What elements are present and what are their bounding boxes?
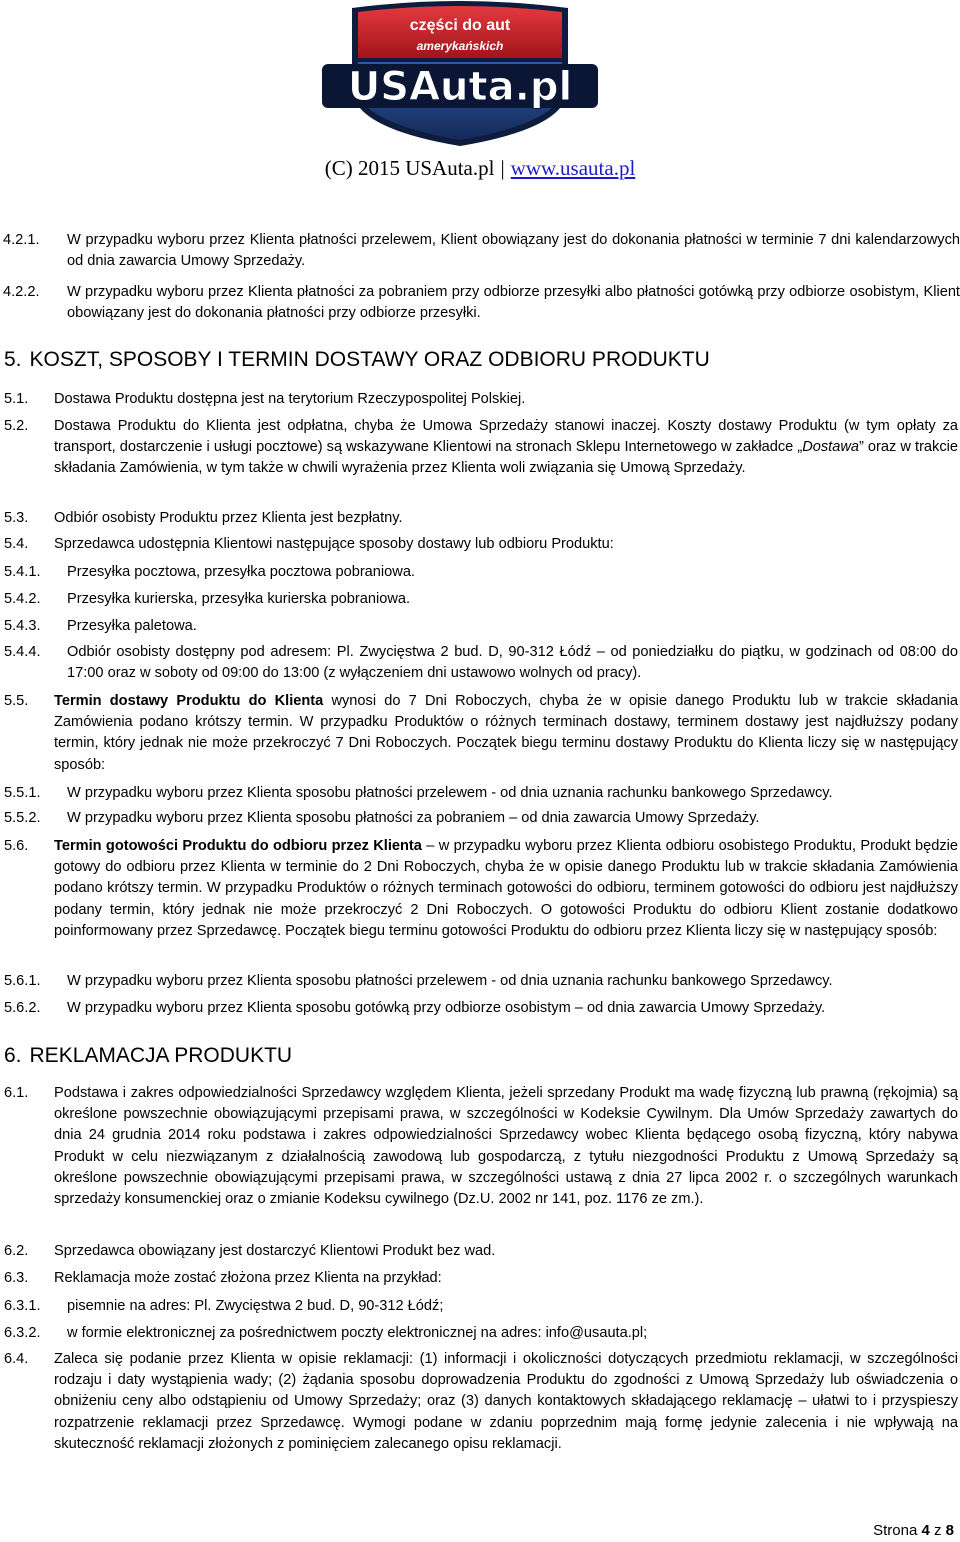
clause-number: 6.3.1.	[4, 1298, 41, 1314]
logo-top-text: części do aut	[409, 17, 511, 34]
clause-text: Sprzedawca udostępnia Klientowi następujące sposoby dostawy lub odbioru Produktu:	[54, 536, 614, 552]
clause-number: 5.5.1.	[4, 785, 41, 801]
clause-text: W przypadku wyboru przez Klienta sposobu płatności przelewem - od dnia uznania rachunku bankowego Sprzedawcy.	[67, 785, 833, 801]
clause-text: W przypadku wyboru przez Klienta sposobu płatności przelewem - od dnia uznania rachunku bankowego Sprzedawcy.	[67, 973, 833, 989]
clause-text: Zaleca się podanie przez Klienta w opisie reklamacji: (1) informacji i okoliczności dotyczących przedmiotu reklamacji, w szczególności rodzaju i daty wystąpienia wady; (2) żądania sposobu doprowadzenia Produktu do zgodności z Umową Sprzedaży lub oświadczenia o obniżeniu ceny albo odstąpieniu od Umowy Sprzedaży; oraz (3) danych kontaktowych składającego reklamację – ułatwi to i przyspieszy rozpatrzenie reklamacji przez Sprzedawcę. Wymogi podane w zdaniu poprzednim mają formę jedynie zalecenia i nie wpływają na skuteczność reklamacji złożonych z pominięciem zalecanego opisu reklamacji.	[54, 1351, 958, 1452]
clause-text: Odbiór osobisty Produktu przez Klienta jest bezpłatny.	[54, 510, 403, 526]
clause-heading: Termin gotowości Produktu do odbioru przez Klienta	[54, 838, 422, 854]
section-title: KOSZT, SPOSOBY I TERMIN DOSTAWY ORAZ ODBIORU PRODUKTU	[29, 348, 710, 371]
clause-number: 5.3.	[4, 510, 29, 526]
copyright-line	[0, 155, 960, 181]
clause-text: W przypadku wyboru przez Klienta sposobu płatności za pobraniem – od dnia zawarcia Umowy Sprzedaży.	[67, 810, 760, 826]
clause-text: Dostawa Produktu dostępna jest na terytorium Rzeczypospolitej Polskiej.	[54, 391, 526, 407]
clause-number: 5.6.2.	[4, 1000, 41, 1016]
clause-number: 4.2.2.	[3, 284, 40, 300]
clause-text: W przypadku wyboru przez Klienta płatności przelewem, Klient obowiązany jest do dokonania płatności w terminie 7 dni kalendarzowych od dnia zawarcia Umowy Sprzedaży.	[67, 232, 960, 270]
clause-number: 6.3.2.	[4, 1325, 41, 1341]
clause-text: Przesyłka paletowa.	[67, 618, 197, 634]
clause-text: w formie elektronicznej za pośrednictwem poczty elektronicznej na adres: info@usauta.pl;	[67, 1325, 648, 1341]
clause-number: 6.3.	[4, 1270, 29, 1286]
clause-number: 4.2.1.	[3, 232, 40, 248]
section-number: 6.	[4, 1044, 22, 1067]
page-number	[873, 1521, 954, 1541]
section-5-heading	[4, 347, 710, 373]
copyright-separator: |	[500, 156, 505, 180]
clause-number: 5.5.	[4, 693, 29, 709]
clause-heading: Termin dostawy Produktu do Klienta	[54, 693, 324, 709]
clause-text: pisemnie na adres: Pl. Zwycięstwa 2 bud. D, 90-312 Łódź;	[67, 1298, 444, 1314]
usauta-logo	[322, 0, 598, 150]
logo-middle-text: amerykańskich	[416, 39, 504, 53]
clause-text: Termin dostawy Produktu do Klienta wynosi do 7 Dni Roboczych, chyba że w opisie danego Produktu lub w trakcie składania Zamówienia podano krótszy termin. W przypadku Produktów o różnych terminach dostawy, terminem dostawy jest najdłuższy podany termin, który jednak nie może przekroczyć 7 Dni Roboczych. Początek biegu terminu dostawy Produktu do Klienta liczy się w następujący sposób:	[54, 693, 959, 773]
clause-number: 5.4.3.	[4, 618, 41, 634]
clause-number: 6.2.	[4, 1243, 29, 1259]
page-of: z	[933, 1522, 942, 1539]
clause-number: 5.4.1.	[4, 564, 41, 580]
clause-text: Przesyłka kurierska, przesyłka kurierska pobraniowa.	[67, 591, 411, 607]
section-number: 5.	[4, 348, 22, 371]
clause-number: 5.4.	[4, 536, 29, 552]
clause-number: 5.2.	[4, 418, 29, 434]
page-label: Strona	[873, 1522, 918, 1539]
clause-number: 5.4.4.	[4, 644, 41, 660]
clause-text: Sprzedawca obowiązany jest dostarczyć Klientowi Produkt bez wad.	[54, 1243, 496, 1259]
clause-text: Przesyłka pocztowa, przesyłka pocztowa pobraniowa.	[67, 564, 415, 580]
clause-text: Dostawa Produktu do Klienta jest odpłatna, chyba że Umowa Sprzedaży stanowi inaczej. Koszty dostawy Produktu (w tym opłaty za transport, dostarczenie i usługi pocztowe) są wskazywane Klientowi na stronach Sklepu Internetowego w zakładce „Dostawa” oraz w trakcie składania Zamówienia, w tym także w chwili wyrażenia przez Klienta woli związania się Umową Sprzedaży.	[54, 418, 958, 477]
document-header	[0, 0, 960, 195]
clause-text: Podstawa i zakres odpowiedzialności Sprzedawcy względem Klienta, jeżeli sprzedany Produkt ma wadę fizyczną lub prawną (rękojmia) są określone powszechnie obowiązującymi przepisami prawa, w szczególności w Kodeksie Cywilnym. Dla Umów Sprzedaży zawartych do dnia 24 grudnia 2014 roku podstawa i zakres odpowiedzialności Sprzedawcy wobec Klienta będącego osobą fizyczną, który nabywa Produkt w celu niezwiązanym z działalnością zawodową lub gospodarczą, z tytułu niezgodności Produktu z Umową Sprzedaży są określone powszechnie obowiązującymi przepisami prawa, w szczególności ustawą z dnia 27 lipca 2002 r. o szczególnych warunkach sprzedaży konsumenckiej oraz o zmianie Kodeksu cywilnego (Dz.U. 2002 nr 141, poz. 1176 ze zm.).	[54, 1085, 958, 1208]
clause-number: 6.1.	[4, 1085, 29, 1101]
section-title: REKLAMACJA PRODUKTU	[29, 1044, 293, 1067]
copyright-text: (C) 2015 USAuta.pl	[324, 156, 495, 180]
clause-text: W przypadku wyboru przez Klienta sposobu gotówką przy odbiorze osobistym – od dnia zawarcia Umowy Sprzedaży.	[67, 1000, 826, 1016]
total-pages: 8	[945, 1522, 954, 1539]
clause-number: 5.5.2.	[4, 810, 41, 826]
website-link[interactable]: www.usauta.pl	[510, 156, 636, 180]
clause-text: Odbiór osobisty dostępny pod adresem: Pl. Zwycięstwa 2 bud. D, 90-312 Łódź – od poniedziałku do piątku, w godzinach od 08:00 do 17:00 oraz w soboty od 09:00 do 13:00 (z wyłączeniem dni ustawowo wolnych od pracy).	[67, 644, 958, 682]
current-page: 4	[921, 1522, 930, 1539]
clause-number: 5.6.	[4, 838, 29, 854]
clause-number: 5.4.2.	[4, 591, 41, 607]
delivery-tab-name: Dostawa	[802, 439, 859, 456]
clause-text: Termin gotowości Produktu do odbioru przez Klienta – w przypadku wyboru przez Klienta odbioru osobistego Produktu, Produkt będzie gotowy do odbioru przez Klienta w terminie do 2 Dni Roboczych, chyba że w opisie danego Produktu lub w trakcie składania Zamówienia podano krótszy termin. W przypadku Produktów o różnych terminach gotowości do odbioru, terminem gotowości do odbioru jest najdłuższy podany termin, który jednak nie może przekroczyć 2 Dni Roboczych. O gotowości Produktu do odbioru Klient zostanie dodatkowo poinformowany przez Sprzedawcę. Początek biegu terminu gotowości Produktu do odbioru przez Klienta liczy się w następujący sposób:	[54, 838, 958, 939]
clause-number: 5.1.	[4, 391, 29, 407]
section-6-heading	[4, 1043, 292, 1069]
logo-main-text: USAuta.pl	[347, 64, 573, 110]
clause-number: 6.4.	[4, 1351, 29, 1367]
clause-text: Reklamacja może zostać złożona przez Klienta na przykład:	[54, 1270, 442, 1286]
clause-text: W przypadku wyboru przez Klienta płatności za pobraniem przy odbiorze przesyłki albo płatności gotówką przy odbiorze osobistym, Klient obowiązany jest do dokonania płatności przy odbiorze przesyłki.	[67, 284, 960, 322]
clause-number: 5.6.1.	[4, 973, 41, 989]
